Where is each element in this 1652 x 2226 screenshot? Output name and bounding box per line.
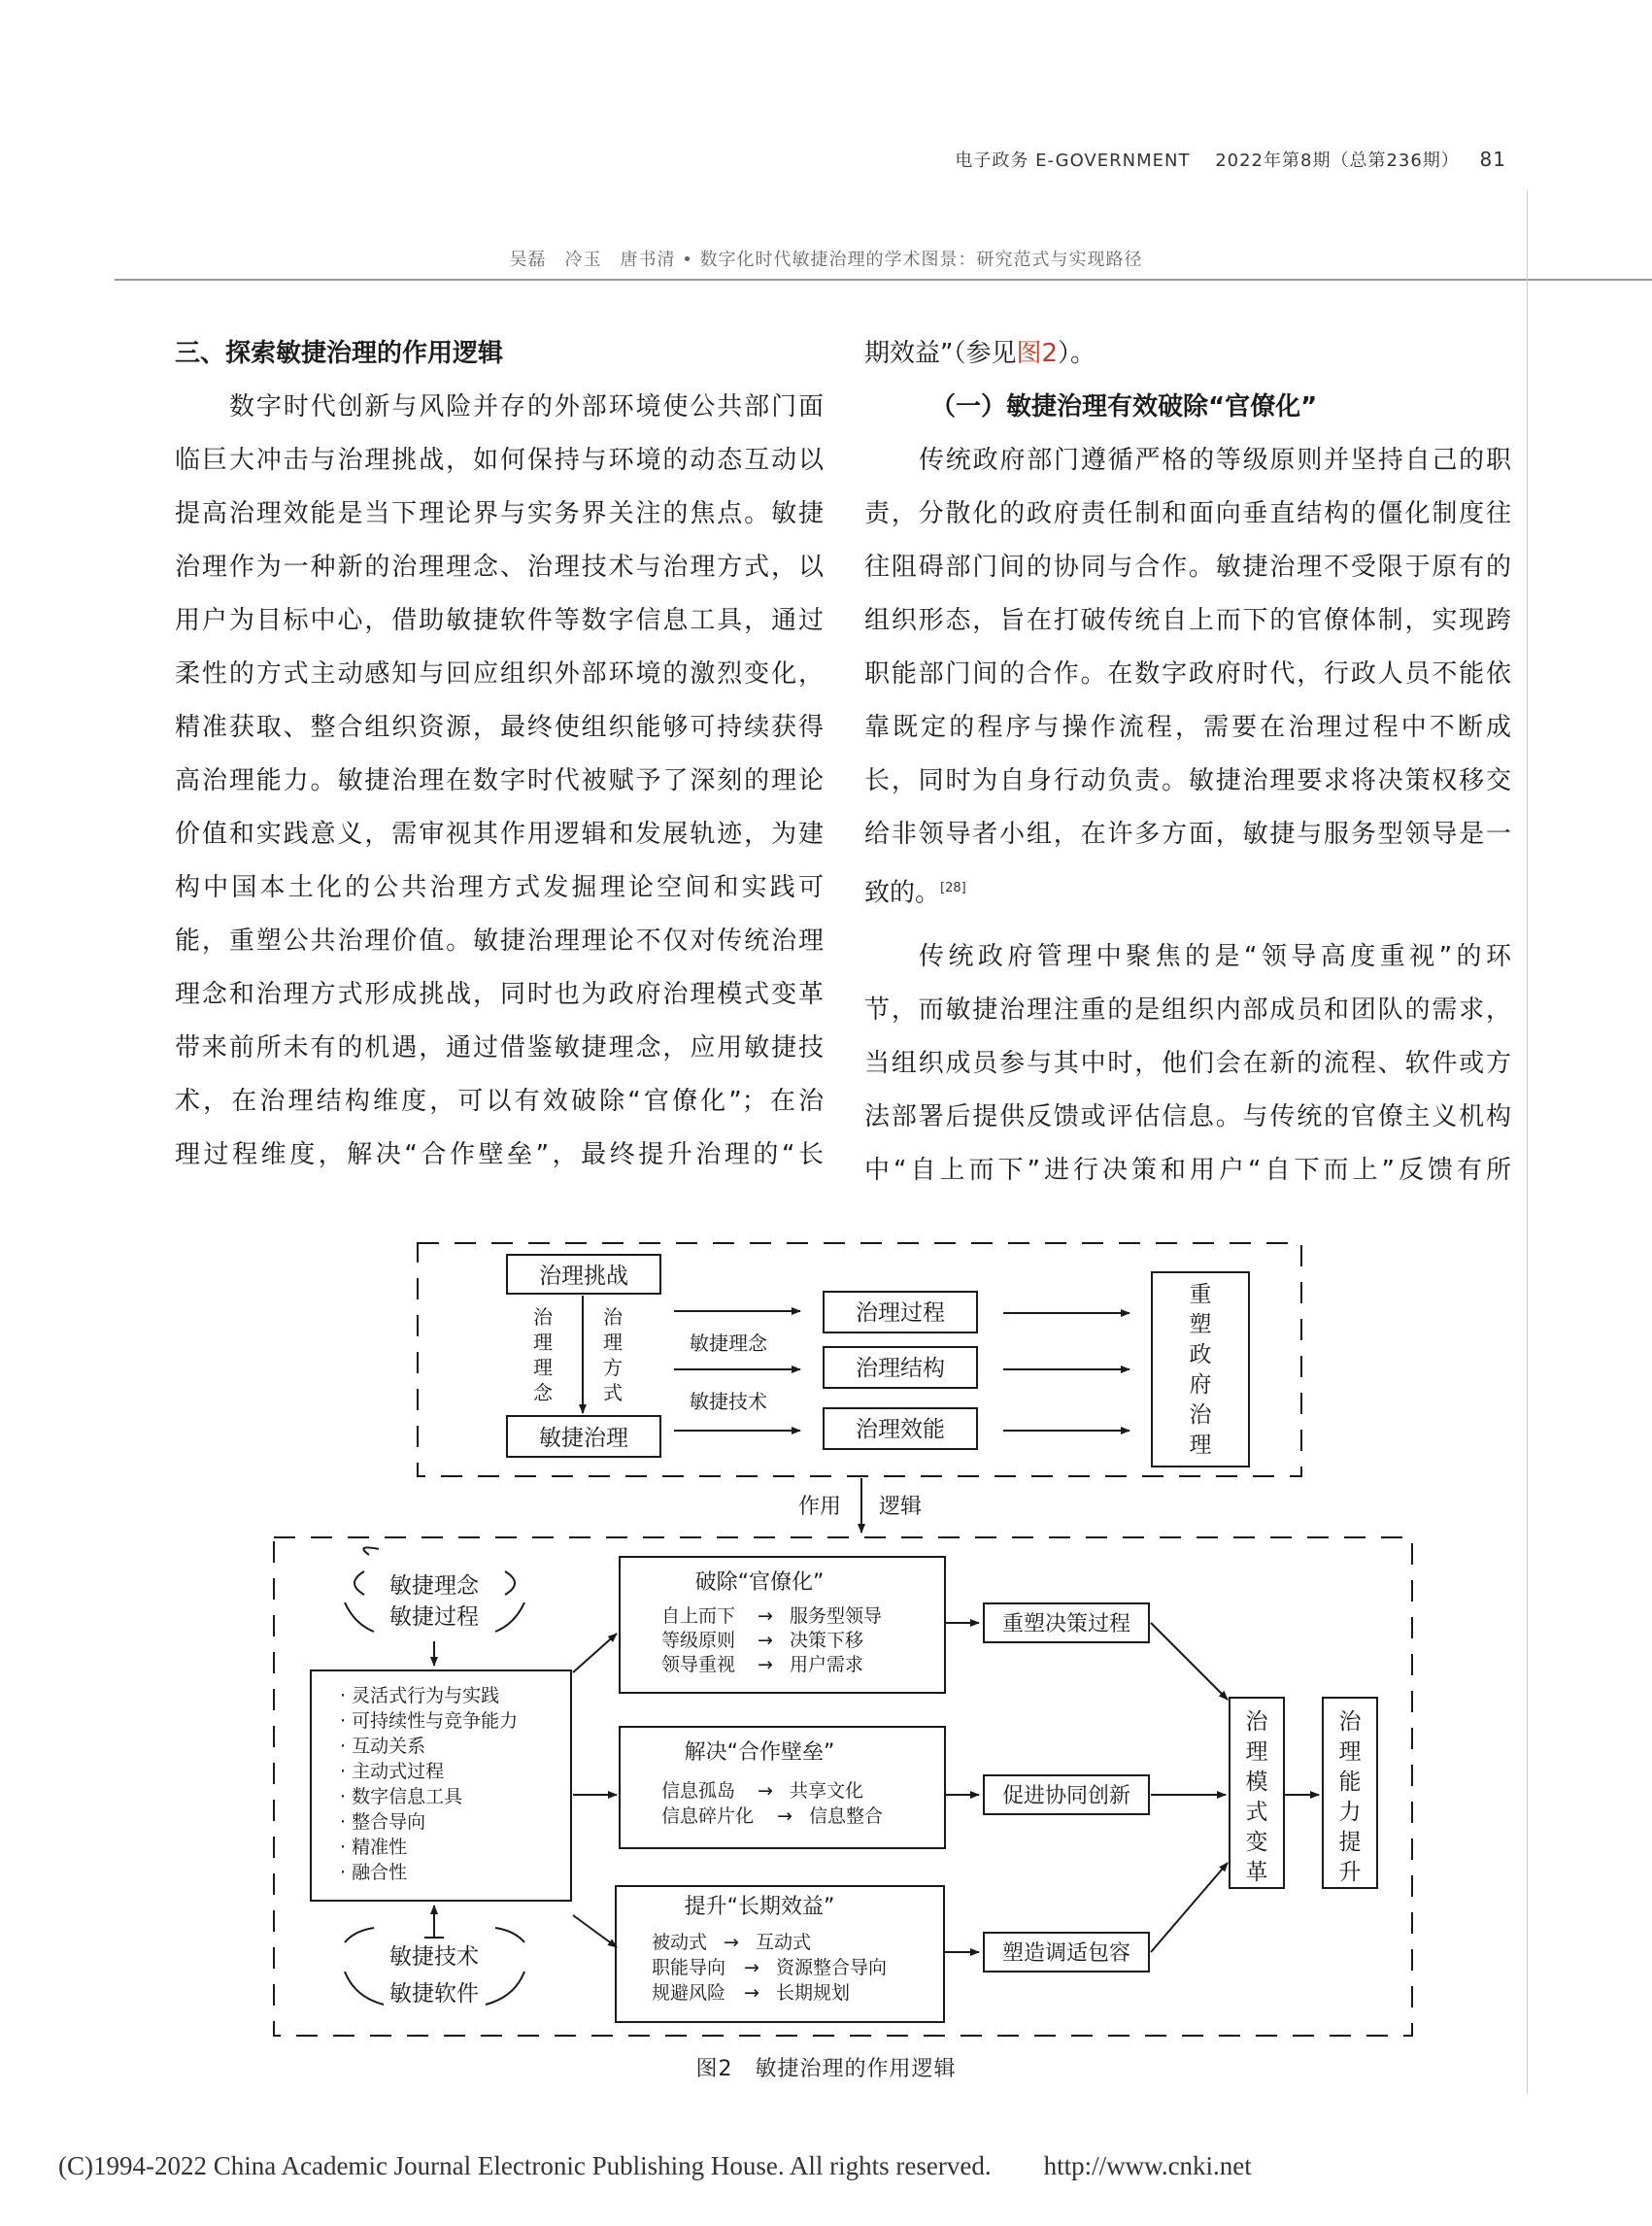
arrow-glyph: → bbox=[777, 1805, 792, 1827]
reform-char: 理 bbox=[1245, 1739, 1268, 1765]
arrow-glyph: → bbox=[758, 1780, 773, 1802]
issue-info: 2022年第8期（总第236期） bbox=[1215, 151, 1460, 171]
feature-item: · 灵活式行为与实践 bbox=[340, 1685, 500, 1706]
structure-label: 治理结构 bbox=[856, 1356, 945, 1381]
box2-item-from: 信息孤岛 bbox=[661, 1780, 736, 1802]
reshape-char: 理 bbox=[1189, 1433, 1212, 1458]
body-line: 给非领导者小组，在许多方面，敏捷与服务型领导是一 bbox=[864, 820, 1511, 849]
body-line: 精准获取、整合组织资源，最终使组织能够可持续获得 bbox=[175, 713, 824, 742]
reshape-char: 府 bbox=[1189, 1372, 1212, 1398]
box1-item-to: 决策下移 bbox=[790, 1630, 864, 1651]
box2-title: 解决“合作壁垒” bbox=[684, 1740, 835, 1765]
box3-item-to: 资源整合导向 bbox=[776, 1957, 888, 1978]
journal-name: 电子政务 E-GOVERNMENT bbox=[955, 151, 1191, 171]
cloud-top-lower-left bbox=[345, 1602, 374, 1632]
cloud-bottom-line: 敏捷软件 bbox=[389, 1981, 479, 2007]
arrow bbox=[573, 1634, 617, 1672]
body-line: 靠既定的程序与操作流程，需要在治理过程中不断成 bbox=[864, 713, 1511, 742]
box3-item-to: 互动式 bbox=[756, 1932, 812, 1953]
reform-char: 变 bbox=[1245, 1830, 1268, 1855]
body-line: 组织形态，旨在打破传统自上而下的官僚体制，实现跨 bbox=[864, 606, 1511, 635]
box1-title: 破除“官僚化” bbox=[694, 1570, 825, 1595]
figure-link[interactable]: 图2 bbox=[1016, 339, 1059, 368]
vert-char: 治 bbox=[533, 1305, 553, 1329]
arrow bbox=[1151, 1863, 1228, 1952]
body-line: 节，而敏捷治理注重的是组织内部成员和团队的需求， bbox=[864, 995, 1511, 1025]
body-line: 法部署后提供反馈或评估信息。与传统的官僚主义机构 bbox=[864, 1101, 1511, 1131]
box1-item-to: 服务型领导 bbox=[790, 1605, 883, 1627]
vert-char: 方 bbox=[603, 1356, 623, 1379]
link-label-left: 作用 bbox=[797, 1495, 841, 1519]
box3-title: 提升“长期效益” bbox=[684, 1895, 835, 1919]
body-line: 中“自上而下”进行决策和用户“自下而上”反馈有所 bbox=[864, 1155, 1511, 1185]
tech-label: 敏捷技术 bbox=[690, 1390, 767, 1413]
arrow-glyph: → bbox=[758, 1630, 773, 1651]
body-line: 提高治理效能是当下理论界与实务界关注的焦点。敏捷 bbox=[175, 499, 824, 528]
cloud-top-left bbox=[354, 1571, 364, 1595]
box2-item-to: 共享文化 bbox=[790, 1780, 864, 1802]
feature-item: · 数字信息工具 bbox=[340, 1786, 463, 1807]
body-text: 期效益”（参见 bbox=[864, 339, 1017, 368]
reform-char: 治 bbox=[1245, 1709, 1268, 1735]
challenge-label: 治理挑战 bbox=[539, 1264, 628, 1289]
body-text: ）。 bbox=[1058, 339, 1096, 368]
feature-item: · 融合性 bbox=[340, 1862, 408, 1883]
feature-item: · 主动式过程 bbox=[340, 1761, 445, 1782]
body-line: 理过程维度，解决“合作壁垒”，最终提升治理的“长 bbox=[175, 1140, 824, 1169]
body-line: 数字时代创新与风险并存的外部环境使公共部门面 bbox=[229, 392, 824, 422]
box3-item-from: 职能导向 bbox=[652, 1957, 726, 1978]
cloud-bottom-upper-right bbox=[495, 1928, 524, 1942]
capacity-char: 升 bbox=[1338, 1860, 1362, 1885]
arrow bbox=[1151, 1623, 1228, 1700]
body-line: 用户为目标中心，借助敏捷软件等数字信息工具，通过 bbox=[175, 606, 824, 635]
box1-item-to: 用户需求 bbox=[790, 1654, 864, 1675]
vert-char: 治 bbox=[603, 1305, 623, 1329]
reform-char: 革 bbox=[1245, 1860, 1268, 1885]
body-line: 传统政府部门遵循严格的等级原则并坚持自己的职 bbox=[919, 446, 1511, 475]
reform-char: 式 bbox=[1245, 1800, 1268, 1825]
capacity-char: 力 bbox=[1338, 1800, 1362, 1825]
agile-label: 敏捷治理 bbox=[539, 1426, 628, 1451]
arrow-glyph: → bbox=[758, 1654, 773, 1675]
cloud-bottom-lower-left bbox=[345, 1972, 384, 2005]
subsection-title: （一）敏捷治理有效破除“官僚化” bbox=[930, 392, 1318, 422]
vert-char: 理 bbox=[603, 1331, 623, 1354]
box1-item-from: 等级原则 bbox=[661, 1630, 736, 1651]
citation-ref[interactable]: [28] bbox=[940, 881, 966, 895]
box1-item-from: 领导重视 bbox=[661, 1654, 736, 1675]
box2-item-to: 信息整合 bbox=[809, 1805, 884, 1827]
figure-caption: 图2 敏捷治理的作用逻辑 bbox=[695, 2057, 957, 2081]
copyright-notice: (C)1994-2022 China Academic Journal Electronic Publishing House. All rights reserved. http://www.cnki.net bbox=[58, 2151, 1252, 2180]
cloud-top-line: 敏捷过程 bbox=[389, 1604, 479, 1630]
body-line: 临巨大冲击与治理挑战，如何保持与环境的动态互动以 bbox=[175, 446, 824, 475]
body-line: 长，同时为自身行动负责。敏捷治理要求将决策权移交 bbox=[864, 766, 1511, 795]
process-label: 治理过程 bbox=[856, 1300, 945, 1326]
body-line: 构中国本土化的公共治理方式发掘理论空间和实践可 bbox=[175, 873, 824, 902]
reform-char: 模 bbox=[1245, 1770, 1268, 1795]
reshape-char: 塑 bbox=[1189, 1312, 1212, 1337]
box1-item-from: 自上而下 bbox=[661, 1605, 736, 1627]
body-line: 术，在治理结构维度，可以有效破除“官僚化”；在治 bbox=[175, 1087, 824, 1116]
cloud-top-bracket bbox=[363, 1547, 379, 1555]
box3-item-from: 被动式 bbox=[652, 1932, 708, 1953]
outcome-1-label: 重塑决策过程 bbox=[1001, 1612, 1131, 1636]
capacity-char: 提 bbox=[1338, 1830, 1362, 1855]
body-line: 职能部门间的合作。在数字政府时代，行政人员不能依 bbox=[864, 659, 1511, 689]
body-line: 理念和治理方式形成挑战，同时也为政府治理模式变革 bbox=[175, 980, 824, 1009]
arrow-glyph: → bbox=[758, 1605, 773, 1627]
page-number: 81 bbox=[1479, 148, 1506, 171]
feature-item: · 整合导向 bbox=[340, 1811, 426, 1833]
article-running-title: 吴磊 冷玉 唐书清 • 数字化时代敏捷治理的学术图景：研究范式与实现路径 bbox=[509, 250, 1143, 270]
arrow-glyph: → bbox=[724, 1932, 739, 1953]
vert-char: 理 bbox=[533, 1331, 553, 1354]
arrow-glyph: → bbox=[744, 1957, 759, 1978]
cloud-bottom-upper-left bbox=[345, 1928, 374, 1942]
cloud-top-line: 敏捷理念 bbox=[389, 1573, 479, 1599]
body-line: 能，重塑公共治理价值。敏捷治理理论不仅对传统治理 bbox=[175, 927, 824, 956]
feature-item: · 可持续性与竞争能力 bbox=[340, 1710, 519, 1732]
box3-item-to: 长期规划 bbox=[776, 1982, 851, 2004]
reshape-char: 政 bbox=[1189, 1342, 1212, 1367]
reshape-char: 重 bbox=[1189, 1282, 1212, 1307]
feature-item: · 互动关系 bbox=[340, 1736, 426, 1757]
link-label-right: 逻辑 bbox=[879, 1495, 923, 1519]
vert-char: 理 bbox=[533, 1356, 553, 1379]
body-line: 传统政府管理中聚焦的是“领导高度重视”的环 bbox=[919, 941, 1511, 971]
feature-item: · 精准性 bbox=[340, 1837, 408, 1858]
body-text: 致的。 bbox=[864, 878, 941, 908]
capacity-char: 治 bbox=[1338, 1709, 1362, 1735]
cloud-bottom-line: 敏捷技术 bbox=[389, 1944, 479, 1970]
box2-item-from: 信息碎片化 bbox=[661, 1805, 755, 1827]
section-title: 三、探索敏捷治理的作用逻辑 bbox=[175, 339, 504, 368]
body-line: 价值和实践意义，需审视其作用逻辑和发展轨迹，为建 bbox=[175, 820, 824, 849]
arrow bbox=[573, 1915, 617, 1947]
cloud-top-right bbox=[505, 1571, 515, 1595]
efficacy-label: 治理效能 bbox=[856, 1417, 945, 1442]
body-line: 责，分散化的政府责任制和面向垂直结构的僵化制度往 bbox=[864, 499, 1511, 528]
concept-label: 敏捷理念 bbox=[690, 1332, 767, 1355]
outcome-3-label: 塑造调适包容 bbox=[1001, 1941, 1131, 1966]
body-line: 高治理能力。敏捷治理在数字时代被赋予了深刻的理论 bbox=[175, 766, 824, 795]
body-line: 当组织成员参与其中时，他们会在新的流程、软件或方 bbox=[864, 1048, 1511, 1078]
arrow-glyph: → bbox=[744, 1982, 759, 2004]
capacity-char: 能 bbox=[1338, 1770, 1362, 1795]
body-line: 往阻碍部门间的协同与合作。敏捷治理不受限于原有的 bbox=[864, 553, 1511, 582]
body-line: 柔性的方式主动感知与回应组织外部环境的激烈变化， bbox=[175, 659, 824, 689]
capacity-char: 理 bbox=[1338, 1739, 1362, 1765]
outcome-2-label: 促进协同创新 bbox=[1001, 1784, 1131, 1808]
reshape-char: 治 bbox=[1189, 1402, 1212, 1428]
cloud-bottom-lower-right bbox=[486, 1972, 524, 2005]
vert-char: 式 bbox=[603, 1381, 623, 1404]
body-line: 治理作为一种新的治理理念、治理技术与治理方式，以 bbox=[175, 553, 824, 582]
box3-item-from: 规避风险 bbox=[652, 1982, 726, 2004]
body-line: 带来前所未有的机遇，通过借鉴敏捷理念，应用敏捷技 bbox=[175, 1033, 824, 1062]
vert-char: 念 bbox=[533, 1381, 553, 1404]
cloud-top-lower-right bbox=[495, 1602, 524, 1632]
